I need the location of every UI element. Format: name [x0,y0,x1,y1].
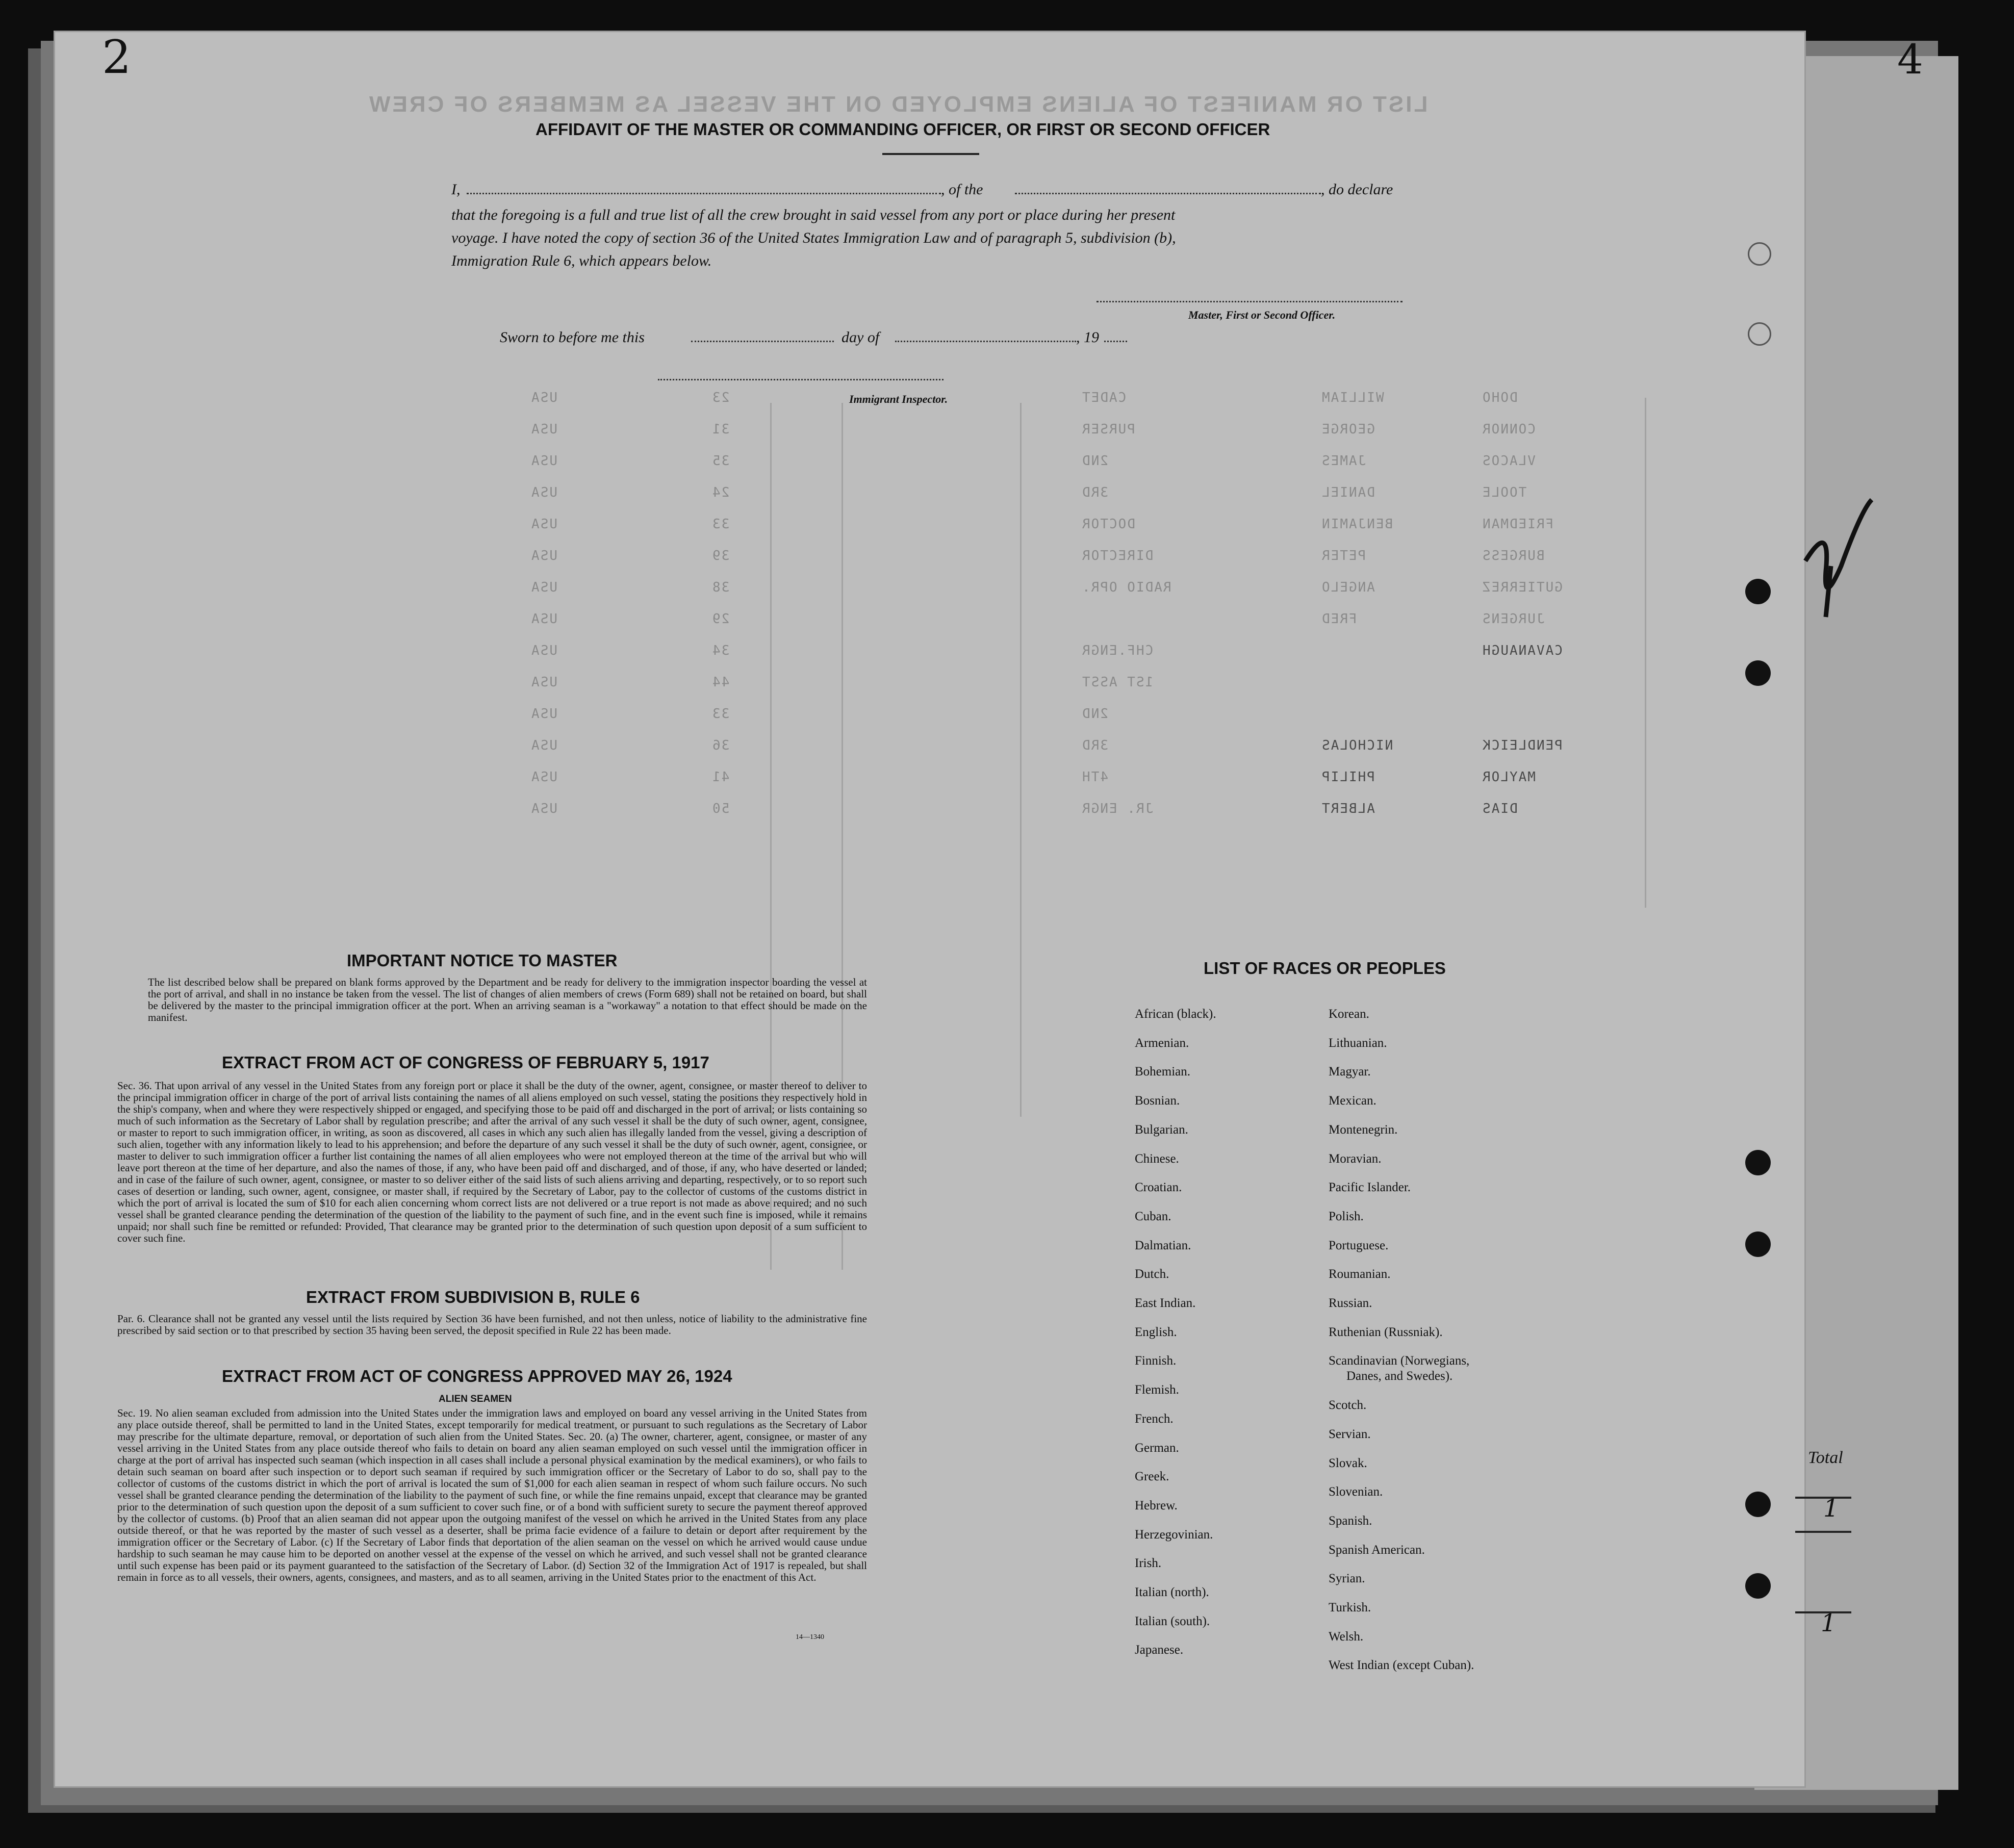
race-item: Montenegrin. [1329,1122,1398,1137]
notice-title: IMPORTANT NOTICE TO MASTER [347,951,618,970]
vessel-name-field[interactable] [1015,193,1321,194]
ghost-cell-rank: JR. ENGR [1081,801,1154,816]
ghost-cell-nat: USA [530,738,557,753]
race-item: Bosnian. [1135,1094,1180,1108]
race-item: Servian. [1329,1427,1371,1441]
race-item: Moravian. [1329,1151,1382,1166]
affidavit-line3: voyage. I have noted the copy of section 36 of the United States Immigration Law and of paragraph 5, subdivision (b), [451,229,1176,246]
ghost-cell-rank: 4TH [1081,769,1108,785]
ghost-cell-rank: PURSER [1081,422,1135,437]
ghost-cell-rank: 2ND [1081,453,1108,469]
handwritten-check-mark [1795,490,1882,622]
ghost-cell-rank: DOCTOR [1081,517,1135,532]
title-rule [882,153,979,155]
race-item: Slovak. [1329,1456,1367,1470]
ghost-cell-nat: USA [530,485,557,500]
master-name-field[interactable] [467,193,941,194]
ghost-cell-rank: CADET [1081,390,1127,405]
race-item: Finnish. [1135,1354,1177,1368]
inspector-signature-field[interactable] [658,379,944,380]
total-value-2: 1 [1821,1609,1837,1637]
form-number: 14—1340 [796,1633,824,1641]
affidavit-line1-a: I, [451,181,461,198]
ghost-cell-nat: USA [530,611,557,627]
race-item: Armenian. [1135,1036,1189,1050]
ghost-cell-last: FRIEDMAN [1482,517,1554,532]
ghost-cell-age: 33 [711,706,730,722]
binder-hole [1745,1492,1771,1517]
ghost-cell-rank: 3RD [1081,485,1108,500]
ghost-cell-last: BURGESS [1482,548,1545,563]
signature-caption: Master, First or Second Officer. [1188,309,1336,321]
race-item: Flemish. [1135,1383,1179,1397]
race-item: Greek. [1135,1470,1169,1484]
total-label: Total [1808,1448,1843,1467]
ghost-cell-last: DOHO [1482,390,1518,405]
ghost-cell-last: JURGENS [1482,611,1545,627]
affidavit-line1-c: , do declare [1321,181,1393,198]
races-title: LIST OF RACES OR PEOPLES [1204,959,1446,978]
race-item: Herzegovinian. [1135,1527,1213,1542]
race-item: Korean. [1329,1007,1369,1021]
extract-1917-body: Sec. 36. That upon arrival of any vessel in the United States from any foreign port or place it shall be the duty of the owner, agent, consignee, or master thereof to deliver to the principal immigration officer in charge of the port of arrival lists containing the names of all aliens employed on such vessel, stating the positions they respectively hold in the ship's company, when and where they were respectively shipped or engaged, and specifying those to be paid off and discharged in the port of arrival; or lists containing so much of such information as the Secretary of Labor shall by regulation prescribe; and after the arrival of any such vessel it shall be the duty of such owner, agent, consignee, or master to report to such immigration officer, in writing, as soon as discovered, all cases in which any such alien has illegally landed from the vessel, giving a description of such alien, together with any information likely to lead to his apprehension; and before the departure of any such vessel it shall be the duty of such owner, agent, consignee, or master to deliver to such immigration officer a further list containing the names of all alien employees who were not employed thereon at the time of the arrival but who will leave port thereon at the time of her departure, and also the names of those, if any, who have been paid off and discharged, and of those, if any, who have deserted or landed; and in case of the failure of such owner, agent, consignee, or master to so deliver either of the said lists of such aliens arriving and departing, respectively, or to so report such cases of desertion or landing, such owner, agent, consignee, or master shall, if required by the Secretary of Labor, pay to the collector of customs of the customs district in which the port of arrival is located the sum of $10 for each alien concerning whom correct lists are not delivered or a true report is not made as above required; and no such vessel shall be granted clearance pending the determination of the question of the liability to the payment of such fine, and in the event such fine is imposed, while it remains unpaid; nor shall such fine be remitted or refunded: Provided, That clearance may be granted prior to the determination of such question upon deposit of a sum sufficient to cover such fine. [117,1080,867,1244]
ghost-cell-first: PHILIP [1321,769,1375,785]
ghost-cell-nat: USA [530,769,557,785]
race-item: Turkish. [1329,1601,1371,1614]
race-item: English. [1135,1325,1177,1339]
ghost-cell-age: 41 [711,769,730,785]
ghost-cell-rank: DIRECTOR [1081,548,1154,563]
ghost-cell-age: 33 [711,517,730,532]
ghost-cell-nat: USA [530,801,557,816]
page-number-left: 2 [102,31,132,84]
extract-1924-body: Sec. 19. No alien seaman excluded from admission into the United States under the immigration laws and employed on board any vessel arriving in the United States from any place outside thereof, shall be permitted to land in the United States, except temporarily for medical treatment, or pursuant to such regulations as the Secretary of Labor may prescribe for the ultimate departure, removal, or deportation of such alien from the United States. Sec. 20. (a) The owner, charterer, agent, consignee, or master of any vessel arriving in the United States from any place outside thereof who fails to detain on board any alien seaman employed on such vessel until the immigration officer in charge at the port of arrival has inspected such seaman (which inspection in all cases shall include a personal physical examination by the medical examiners), or who fails to detain such seaman on board after such inspection or to deport such seaman if required by such immigration officer or the Secretary of Labor to do so, shall pay to the collector of customs of the customs district in which the port of arrival is located the sum of $1,000 for each alien seaman in respect of whom such failure occurs. No such vessel shall be granted clearance pending the determination of the liability to the payment of such fine, or while the fine remains unpaid, except that clearance may be granted prior to the determination of such question upon the deposit of a sum sufficient to cover such fine, or of a bond with sufficient surety to secure the payment thereof approved by the collector of customs. (b) Proof that an alien seaman did not appear upon the outgoing manifest of the vessel on which he arrived in the United States from any place outside thereof, or that he was reported by the master of such vessel as a deserter, shall be prima facie evidence of a failure to detain or deport after requirement by the immigration officer or the Secretary of Labor. (c) If the Secretary of Labor finds that deportation of the alien seaman on the vessel on which he arrived would cause undue hardship to such seaman he may cause him to be deported on another vessel at the expense of the vessel on which he arrived, and such vessel shall not be granted clearance until such expense has been paid or its payment guaranteed to the satisfaction of the Secretary of Labor. (d) Section 32 of the Immigration Act of 1917 is repealed, but shall remain in force as to all vessels, their owners, agents, consignees, and masters, and as to all seamen, arriving in the United States prior to the enactment of this Act. [117,1407,867,1583]
ghost-cell-rank: 3RD [1081,738,1108,753]
inspector-caption: Immigrant Inspector. [849,393,948,405]
total-rule [1795,1531,1851,1533]
extract-rule6-title: EXTRACT FROM SUBDIVISION B, RULE 6 [306,1288,640,1306]
race-item: Dutch. [1135,1267,1169,1281]
race-item: Dalmatian. [1135,1238,1191,1252]
race-item: West Indian (except Cuban). [1329,1658,1474,1673]
ghost-cell-first: FRED [1321,611,1357,627]
race-item: Spanish. [1329,1513,1372,1528]
ghost-cell-first: WILLIAM [1321,390,1384,405]
race-item: Russian. [1329,1296,1372,1310]
ghost-cell-last: TOOLE [1482,485,1527,500]
ghost-cell-last: VLACOS [1482,453,1536,469]
race-item: Danes, and Swedes). [1346,1369,1453,1383]
ghost-cell-first: GEORGE [1321,422,1375,437]
ghost-cell-last: DIAS [1482,801,1518,816]
binder-hole-open [1748,322,1771,346]
ghost-cell-first: NICHOLAS [1321,738,1393,753]
race-item: French. [1135,1411,1174,1426]
ghost-cell-age: 50 [711,801,730,816]
binder-hole-open [1748,242,1771,266]
race-item: Bulgarian. [1135,1122,1188,1137]
ghost-cell-rank: RADIO OPR. [1081,580,1171,595]
race-item: Ruthenian (Russniak). [1329,1325,1443,1339]
extract-1917-title: EXTRACT FROM ACT OF CONGRESS OF FEBRUARY 5, 1917 [222,1053,709,1072]
ghost-cell-age: 35 [711,453,730,469]
ghost-cell-nat: USA [530,453,557,469]
race-item: Roumanian. [1329,1267,1391,1281]
ghost-cell-last: PENDLEICK [1482,738,1563,753]
ghost-cell-first: ANGELO [1321,580,1375,595]
ghost-cell-first: BENJAMIN [1321,517,1393,532]
race-item: Cuban. [1135,1209,1171,1223]
sworn-text-a: Sworn to before me this [500,329,645,346]
extract-1924-title: EXTRACT FROM ACT OF CONGRESS APPROVED MAY 26, 1924 [222,1367,732,1385]
race-item: Croatian. [1135,1180,1182,1195]
sworn-text-c: , 19 [1076,329,1099,346]
ghost-cell-nat: USA [530,390,557,405]
race-item: Mexican. [1329,1094,1376,1108]
bleed-through-heading: LIST OR MANIFEST OF ALIENS EMPLOYED ON THE VESSEL AS MEMBERS OF CREW [367,92,1428,117]
ghost-cell-first: DANIEL [1321,485,1375,500]
affidavit-line1-b: , of the [941,181,983,198]
race-item: East Indian. [1135,1296,1196,1310]
binder-hole [1745,579,1771,604]
ghost-cell-last: CONNOR [1482,422,1536,437]
race-item: Japanese. [1135,1643,1184,1657]
binder-hole [1745,660,1771,686]
ghost-cell-nat: USA [530,517,557,532]
race-item: Scotch. [1329,1398,1367,1413]
race-item: Magyar. [1329,1065,1371,1079]
race-item: Italian (south). [1135,1614,1210,1628]
race-item: Chinese. [1135,1151,1179,1166]
total-value-1: 1 [1823,1494,1839,1523]
ghost-cell-age: 24 [711,485,730,500]
race-item: Bohemian. [1135,1065,1191,1079]
ghost-cell-age: 31 [711,422,730,437]
notice-body: The list described below shall be prepared on blank forms approved by the Department and be ready for delivery to the immigration inspector boarding the vessel at the port of arrival, and shall in no instance be taken from the vessel. The list of changes of alien members of crews (Form 689) shall not be retained on board, but shall be delivered by the master to the principal immigration officer at the port. When an arriving seaman is a "workaway" a notation to that effect should be made on the manifest. [148,976,867,1023]
sworn-day-field[interactable] [691,341,834,342]
race-item: Polish. [1329,1209,1364,1223]
ghost-cell-rank: CHF.ENGR [1081,643,1154,658]
ghost-cell-nat: USA [530,548,557,563]
sworn-year-field[interactable] [1104,341,1127,342]
race-item: Slovenian. [1329,1485,1383,1499]
ghost-cell-first: ALBERT [1321,801,1375,816]
race-item: Syrian. [1329,1572,1365,1586]
page-number-right: 4 [1897,36,1923,83]
ghost-cell-first: PETER [1321,548,1366,563]
ghost-cell-nat: USA [530,706,557,722]
race-item: African (black). [1135,1007,1216,1021]
ghost-cell-first: JAMES [1321,453,1366,469]
ghost-cell-age: 34 [711,643,730,658]
race-item: Italian (north). [1135,1585,1209,1599]
extract-1924-subtitle: ALIEN SEAMEN [439,1394,512,1404]
race-item: Welsh. [1329,1629,1364,1644]
ghost-cell-age: 36 [711,738,730,753]
ghost-cell-age: 39 [711,548,730,563]
ghost-cell-age: 38 [711,580,730,595]
ghost-cell-age: 23 [711,390,730,405]
affidavit-line2: that the foregoing is a full and true list of all the crew brought in said vessel from any port or place during her present [451,207,1176,223]
ghost-cell-nat: USA [530,580,557,595]
ghost-cell-last: GUTIERREZ [1482,580,1563,595]
race-item: German. [1135,1441,1179,1455]
ghost-cell-age: 29 [711,611,730,627]
race-item: Pacific Islander. [1329,1180,1411,1195]
race-item: Spanish American. [1329,1543,1425,1557]
ghost-cell-rank: 2ND [1081,706,1108,722]
race-item: Portuguese. [1329,1238,1389,1252]
binder-hole [1745,1150,1771,1175]
extract-rule6-body: Par. 6. Clearance shall not be granted any vessel until the lists required by Section 36 have been furnished, and not then unless, notice of liability to the administrative fine prescribed by said section or to that prescribed by section 35 having been served, the deposit specified in Rule 22 has been made. [117,1313,867,1337]
affidavit-line4: Immigration Rule 6, which appears below. [451,252,712,269]
race-item: Scandinavian (Norwegians, [1329,1354,1470,1368]
race-item: Hebrew. [1135,1498,1178,1512]
ghost-cell-last: CAVANAUGH [1482,643,1563,658]
affidavit-title: AFFIDAVIT OF THE MASTER OR COMMANDING OFFICER, OR FIRST OR SECOND OFFICER [536,120,1270,139]
race-item: Lithuanian. [1329,1036,1387,1050]
ghost-cell-nat: USA [530,675,557,690]
binder-hole [1745,1573,1771,1599]
binder-hole [1745,1231,1771,1257]
ghost-cell-rank: 1ST ASST [1081,675,1154,690]
sworn-month-field[interactable] [895,341,1076,342]
ghost-cell-age: 44 [711,675,730,690]
sworn-text-b: day of [842,329,880,346]
ghost-cell-nat: USA [530,643,557,658]
ghost-cell-last: MAYLOR [1482,769,1536,785]
race-item: Irish. [1135,1556,1162,1571]
ghost-column-line [1020,403,1022,1117]
ghost-cell-nat: USA [530,422,557,437]
ghost-column-line [1645,398,1646,908]
officer-signature-field[interactable] [1097,301,1403,302]
